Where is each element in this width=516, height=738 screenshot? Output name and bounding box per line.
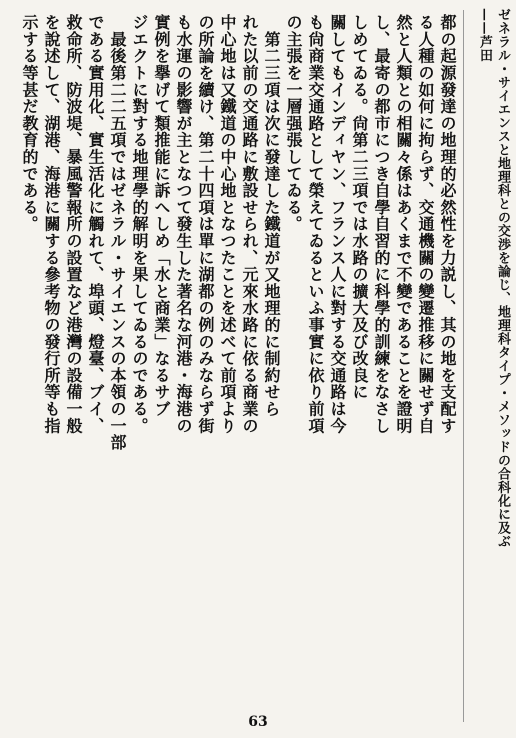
text-column: も尙商業交通路として榮えてゐるといふ事實に依り前項 (306, 14, 325, 434)
text-column: 都の起源發達の地理的必然性を力説し、其の地を支配す (438, 14, 457, 434)
text-column: 實例を擧げて類推能に訴へしめ「水と商業」なるサブ (152, 14, 171, 418)
page-number: 63 (248, 714, 268, 730)
text-column: 示する等甚だ教育的である。 (20, 14, 39, 233)
text-column: 然と人類との相關々係はあくまで不變であることを證明 (394, 14, 413, 434)
running-header-title: ゼネラル・サイエンスと地理科との交渉を論じ、地理科タイプ・メソッドの合科化に及ぶ (495, 8, 510, 548)
text-column: を說述して、湖港、海港に關する參考物の發行所等も指 (42, 14, 61, 434)
running-header-author: ——芦田 (477, 8, 492, 62)
text-column: し、最寄の都市につき自學自習的に科學的訓練をなさし (372, 14, 391, 434)
running-header (470, 8, 510, 728)
text-column: れた以前の交通路に敷設せられ、元來水路に依る商業の (240, 14, 259, 434)
text-column: 第二三項は次に發達した鐵道が又地理的に制約せら (262, 14, 281, 418)
text-column: 最後第二二五項ではゼネラル・サイエンスの本領の一部 (108, 14, 127, 451)
text-column: である實用化、實生活化に觸れて、埠頭、燈臺、ブイ、 (86, 14, 105, 434)
text-column: の主張を一層强張してゐる。 (284, 14, 303, 233)
text-column: 救命所、防波堤、暴風警報所の設置など港灣の設備一般 (64, 14, 83, 434)
body-text (8, 14, 458, 704)
text-column: 中心地は又鐵道の中心地となつたことを述べて前項より (218, 14, 237, 434)
text-column: 關してもインディヤン、フランス人に對する交通路は今 (328, 14, 347, 434)
text-column: しめてゐる。尙第二三項では水路の擴大及び改良に (350, 14, 369, 401)
text-column: も水運の影響が主となつて發生した著名な河港・海港の (174, 14, 193, 434)
text-column: る人種の如何に拘らず、交通機關の變遷推移に關せず自 (416, 14, 435, 434)
text-column: の所論を續け、第二十四項は單に湖都の例のみならず街 (196, 14, 215, 434)
header-divider (463, 10, 464, 722)
text-column: ジエクトに對する地理學的解明を果してゐるのである。 (130, 14, 149, 434)
